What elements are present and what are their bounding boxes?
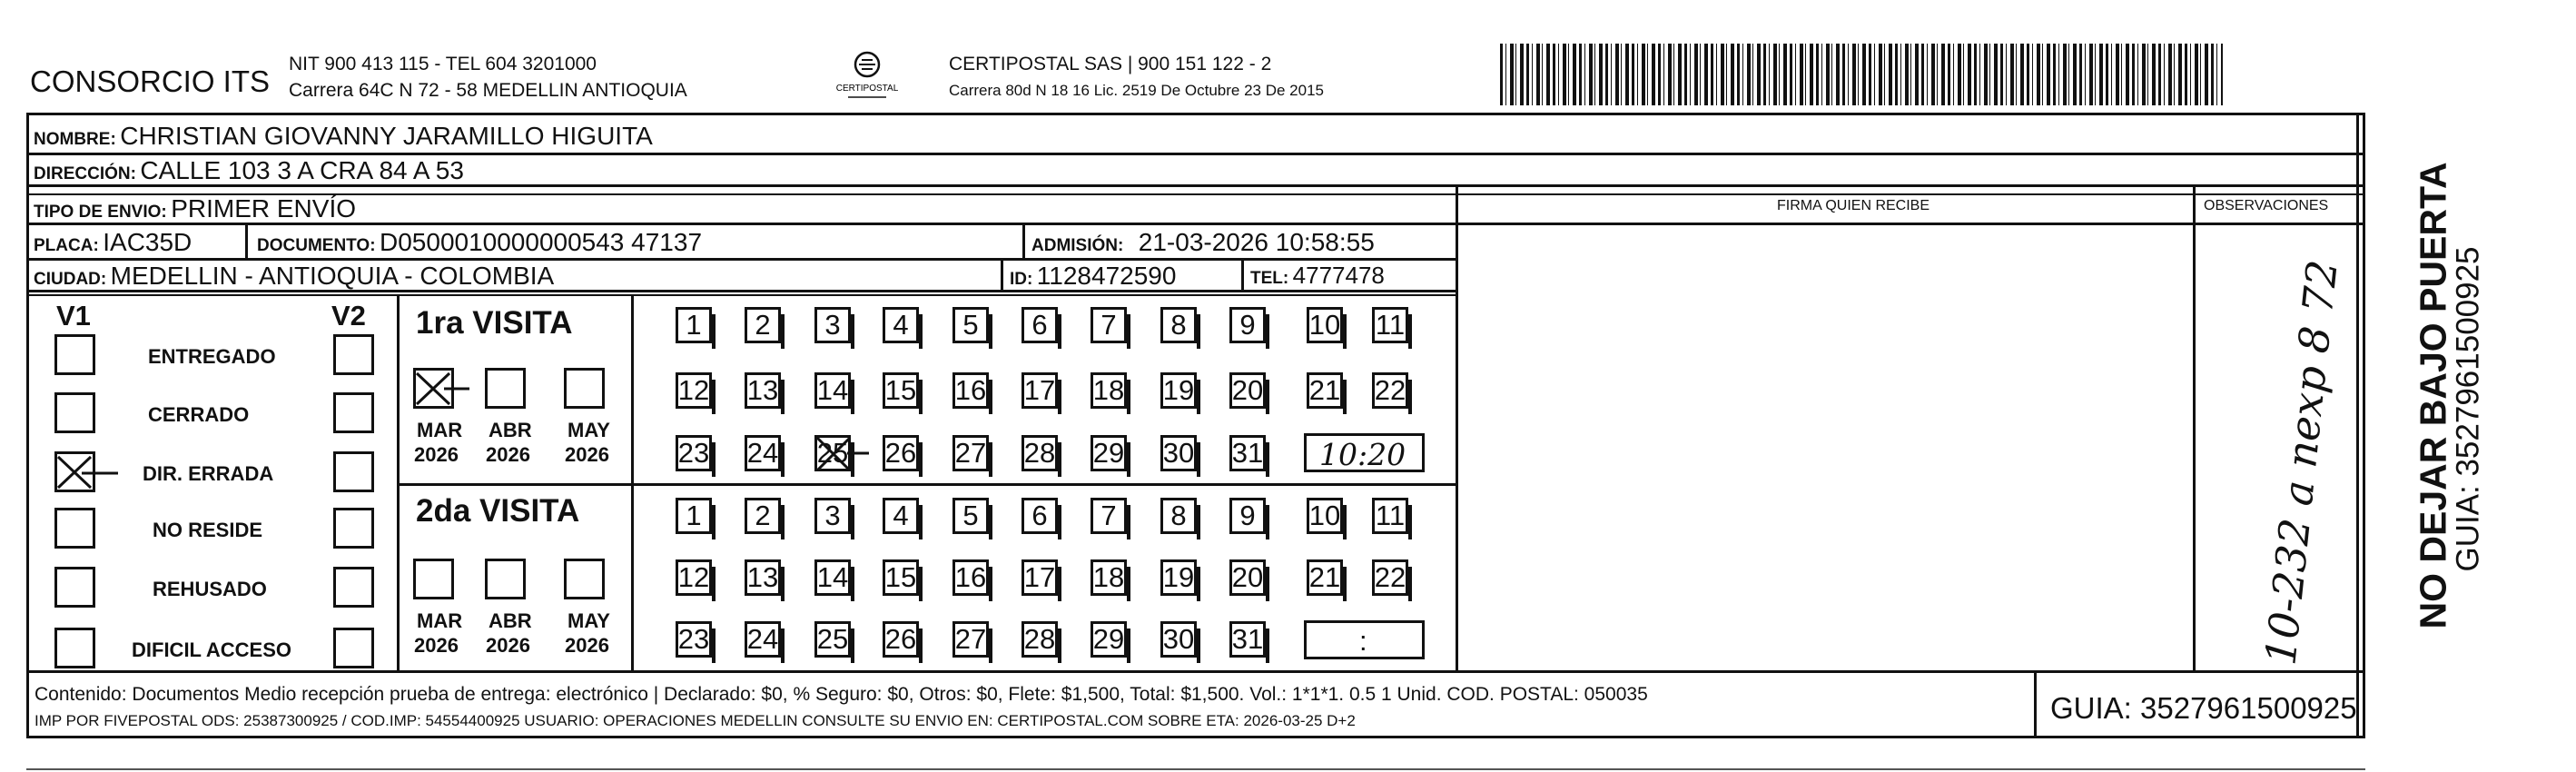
year-label: 2026 — [414, 634, 459, 657]
year-label: 2026 — [486, 443, 530, 466]
day-box[interactable] — [1372, 372, 1408, 409]
firma-divider — [1456, 184, 1458, 670]
second-visit-time: : — [1359, 625, 1367, 657]
day-box[interactable] — [814, 307, 851, 343]
v1-checkbox[interactable] — [54, 628, 95, 668]
id-label: ID: — [1010, 270, 1033, 289]
row-line — [26, 193, 2365, 195]
day-box[interactable] — [745, 307, 781, 343]
day-label: 9 — [1239, 309, 1256, 341]
day-box[interactable] — [1091, 498, 1127, 534]
day-label: 16 — [954, 561, 987, 593]
day-box[interactable] — [1091, 372, 1127, 409]
month-label: MAY — [568, 419, 610, 441]
v1-checkbox[interactable] — [54, 451, 95, 492]
status-label: DIR. ERRADA — [143, 462, 274, 485]
day-label: 14 — [816, 374, 849, 406]
day-box[interactable] — [1229, 621, 1266, 658]
day-label: 5 — [962, 500, 979, 531]
row-line — [26, 184, 2365, 187]
documento-field — [257, 230, 702, 255]
company-name: CONSORCIO ITS — [30, 64, 271, 98]
month-checkbox[interactable] — [564, 368, 605, 409]
day-box[interactable] — [1160, 307, 1197, 343]
day-box[interactable] — [1372, 498, 1408, 534]
day-label: 31 — [1231, 437, 1264, 469]
documento-value: D0500010000000543 47137 — [380, 228, 703, 256]
admision-field — [1031, 230, 1375, 255]
day-label: 4 — [893, 309, 909, 341]
day-label: 2 — [755, 309, 771, 341]
day-box[interactable] — [1307, 498, 1343, 534]
v2-checkbox[interactable] — [333, 567, 374, 608]
day-label: 12 — [677, 561, 710, 593]
day-label: 7 — [1100, 500, 1117, 531]
day-box[interactable] — [1022, 435, 1058, 471]
row-line — [26, 670, 2365, 673]
day-box[interactable] — [676, 307, 712, 343]
col-divider — [245, 223, 248, 258]
day-label: 24 — [746, 437, 779, 469]
day-box[interactable] — [745, 498, 781, 534]
v2-checkbox[interactable] — [333, 451, 374, 492]
status-label: ENTREGADO — [148, 345, 276, 368]
tipo-value: PRIMER ENVÍO — [171, 194, 357, 223]
month-checkbox[interactable] — [485, 559, 526, 599]
day-label: 14 — [816, 561, 849, 593]
first-visit-time: 10:20 — [1319, 437, 1406, 472]
day-label: 10 — [1308, 309, 1341, 341]
tipo-field — [34, 196, 356, 222]
col-divider — [1001, 258, 1003, 290]
month-label: MAR — [417, 609, 463, 632]
day-label: 23 — [677, 437, 710, 469]
observaciones-label: OBSERVACIONES — [2204, 198, 2329, 213]
day-label: 13 — [746, 561, 779, 593]
day-label: 26 — [884, 623, 917, 655]
day-label: 6 — [1031, 309, 1048, 341]
day-box[interactable] — [952, 372, 989, 409]
nombre-field — [34, 124, 653, 149]
day-label: 11 — [1375, 309, 1406, 341]
col-divider — [1241, 258, 1244, 290]
day-box[interactable] — [952, 307, 989, 343]
nombre-label: NOMBRE: — [34, 130, 116, 149]
day-label: 18 — [1092, 561, 1125, 593]
ciudad-field — [34, 263, 554, 289]
day-label: 13 — [746, 374, 779, 406]
day-box[interactable] — [1160, 559, 1197, 596]
placa-label: PLACA: — [34, 236, 99, 255]
v1-checkbox[interactable] — [54, 508, 95, 549]
month-checkbox[interactable] — [413, 368, 454, 409]
admision-label: ADMISIÓN: — [1031, 236, 1124, 255]
visit-separator — [397, 483, 1457, 486]
day-label: 29 — [1092, 437, 1125, 469]
direccion-field — [34, 158, 464, 183]
day-box[interactable] — [1307, 372, 1343, 409]
day-box[interactable] — [1229, 372, 1266, 409]
day-label: 21 — [1308, 374, 1341, 406]
day-box[interactable] — [745, 559, 781, 596]
day-box[interactable] — [745, 435, 781, 471]
certipostal-line: CERTIPOSTAL SAS | 900 151 122 - 2 — [949, 54, 1272, 74]
day-label: 9 — [1239, 500, 1256, 531]
obs-divider — [2193, 184, 2196, 670]
day-label: 21 — [1308, 561, 1341, 593]
day-box[interactable] — [676, 372, 712, 409]
day-label: 26 — [884, 437, 917, 469]
day-box[interactable] — [814, 498, 851, 534]
day-box[interactable] — [1229, 307, 1266, 343]
day-label: 3 — [824, 500, 841, 531]
day-box[interactable] — [1307, 307, 1343, 343]
documento-label: DOCUMENTO: — [257, 236, 376, 255]
day-label: 27 — [954, 437, 987, 469]
footer-print-info: IMP POR FIVEPOSTAL ODS: 25387300925 / COD.IMP: 54554400925 USUARIO: OPERACIONES MEDELLIN CONSULTE SU ENVIO EN: CERTIPOSTAL.COM SOBRE ETA: 2026-03-25 D+2 — [35, 712, 1356, 729]
day-label: 1 — [686, 309, 702, 341]
v2-checkbox[interactable] — [333, 392, 374, 433]
ciudad-label: CIUDAD: — [34, 270, 107, 289]
side-guia: GUIA: 3527961500925 — [2450, 246, 2486, 572]
day-box[interactable] — [1229, 559, 1266, 596]
month-label: MAR — [417, 419, 463, 441]
day-label: 23 — [677, 623, 710, 655]
day-box[interactable] — [1229, 498, 1266, 534]
barcode — [1500, 44, 2223, 105]
day-box[interactable] — [1091, 435, 1127, 471]
day-label: 30 — [1162, 437, 1195, 469]
day-box[interactable] — [952, 498, 989, 534]
day-label: 4 — [893, 500, 909, 531]
row-line — [26, 294, 1457, 296]
year-label: 2026 — [414, 443, 459, 466]
day-label: 22 — [1374, 374, 1406, 406]
day-box[interactable] — [1022, 498, 1058, 534]
direccion-label: DIRECCIÓN: — [34, 164, 136, 183]
day-label: 11 — [1375, 500, 1406, 531]
day-label: 24 — [746, 623, 779, 655]
ciudad-value: MEDELLIN - ANTIOQUIA - COLOMBIA — [110, 262, 555, 290]
firma-label: FIRMA QUIEN RECIBE — [1777, 198, 1930, 213]
row-line — [26, 223, 2365, 225]
day-box[interactable] — [883, 498, 919, 534]
tel-field — [1250, 263, 1385, 287]
side-warning: NO DEJAR BAJO PUERTA — [2412, 162, 2454, 629]
day-box[interactable] — [1307, 559, 1343, 596]
guia-divider — [2034, 670, 2037, 738]
day-label: 2 — [755, 500, 771, 531]
nombre-value: CHRISTIAN GIOVANNY JARAMILLO HIGUITA — [120, 122, 653, 150]
day-label: 20 — [1231, 374, 1264, 406]
second-visit-title: 2da VISITA — [416, 493, 580, 529]
day-label: 22 — [1374, 561, 1406, 593]
month-checkbox[interactable] — [485, 368, 526, 409]
day-box[interactable] — [676, 435, 712, 471]
footer-guia: GUIA: 3527961500925 — [2050, 691, 2357, 725]
day-box[interactable] — [1022, 621, 1058, 658]
day-box[interactable] — [1091, 307, 1127, 343]
day-box[interactable] — [1372, 307, 1408, 343]
v1-header: V1 — [56, 300, 91, 332]
row-line — [26, 153, 2365, 155]
day-box[interactable] — [814, 559, 851, 596]
day-label: 1 — [686, 500, 702, 531]
day-box[interactable] — [676, 621, 712, 658]
col-divider — [1022, 223, 1025, 258]
svg-text:CERTIPOSTAL: CERTIPOSTAL — [835, 84, 899, 94]
month-checkbox[interactable] — [413, 559, 454, 599]
day-box[interactable] — [1229, 435, 1266, 471]
year-label: 2026 — [565, 634, 609, 657]
nit-line: NIT 900 413 115 - TEL 604 3201000 — [289, 54, 597, 74]
v1-checkbox[interactable] — [54, 334, 95, 375]
day-label: 28 — [1023, 437, 1056, 469]
day-box[interactable] — [883, 621, 919, 658]
day-label: 5 — [962, 309, 979, 341]
day-box[interactable] — [745, 372, 781, 409]
v2-checkbox[interactable] — [333, 508, 374, 549]
year-label: 2026 — [486, 634, 530, 657]
v2-checkbox[interactable] — [333, 628, 374, 668]
observation-handwritten: 10-232 a nexp 8 72 — [2255, 257, 2347, 668]
status-label: DIFICIL ACCESO — [132, 638, 292, 661]
status-label: NO RESIDE — [153, 519, 263, 541]
day-label: 15 — [884, 374, 917, 406]
placa-field — [34, 230, 192, 255]
day-label: 19 — [1162, 561, 1195, 593]
day-label: 25 — [816, 623, 849, 655]
day-label: 15 — [884, 561, 917, 593]
day-box[interactable] — [1160, 621, 1197, 658]
day-label: 19 — [1162, 374, 1195, 406]
day-label: 30 — [1162, 623, 1195, 655]
day-box[interactable] — [1091, 559, 1127, 596]
day-label: 31 — [1231, 623, 1264, 655]
day-label: 29 — [1092, 623, 1125, 655]
day-box[interactable] — [1091, 621, 1127, 658]
first-visit-time-box[interactable] — [1304, 433, 1425, 472]
day-box[interactable] — [952, 559, 989, 596]
id-field — [1010, 263, 1176, 289]
first-visit-title: 1ra VISITA — [416, 305, 573, 341]
day-box[interactable] — [952, 435, 989, 471]
status-label: REHUSADO — [153, 578, 267, 600]
v2-checkbox[interactable] — [333, 334, 374, 375]
day-label: 27 — [954, 623, 987, 655]
footer-content: Contenido: Documentos Medio recepción prueba de entrega: electrónico | Declarado: $0, % Seguro: $0, Otros: $0, Flete: $1,500, Total: $1,500. Vol.: 1*1*1. 0.5 1 Unid. COD. POSTAL: 050035 — [35, 684, 1648, 705]
day-box[interactable] — [952, 621, 989, 658]
day-label: 6 — [1031, 500, 1048, 531]
day-box[interactable] — [1022, 559, 1058, 596]
certipostal-logo — [835, 49, 899, 104]
day-box[interactable] — [676, 498, 712, 534]
day-label: 20 — [1231, 561, 1264, 593]
day-box[interactable] — [1160, 372, 1197, 409]
day-box[interactable] — [1022, 307, 1058, 343]
day-label: 16 — [954, 374, 987, 406]
certipostal-address: Carrera 80d N 18 16 Lic. 2519 De Octubre 23 De 2015 — [949, 82, 1324, 99]
day-box[interactable] — [883, 435, 919, 471]
day-box[interactable] — [745, 621, 781, 658]
month-label: MAY — [568, 609, 610, 632]
day-label: 17 — [1023, 561, 1056, 593]
v2-header: V2 — [331, 300, 366, 332]
row-line — [26, 290, 1457, 292]
day-box[interactable] — [814, 435, 851, 471]
day-box[interactable] — [1160, 498, 1197, 534]
day-label: 8 — [1170, 500, 1187, 531]
month-label: ABR — [489, 609, 532, 632]
id-value: 1128472590 — [1036, 262, 1177, 290]
day-box[interactable] — [1022, 372, 1058, 409]
day-label: 12 — [677, 374, 710, 406]
month-label: ABR — [489, 419, 532, 441]
day-box[interactable] — [1372, 559, 1408, 596]
bottom-edge — [26, 768, 2365, 770]
tel-value: 4777478 — [1292, 262, 1385, 289]
month-checkbox[interactable] — [564, 559, 605, 599]
day-label: 3 — [824, 309, 841, 341]
day-label: 28 — [1023, 623, 1056, 655]
day-box[interactable] — [883, 559, 919, 596]
v1-checkbox[interactable] — [54, 567, 95, 608]
day-label: 18 — [1092, 374, 1125, 406]
day-label: 10 — [1308, 500, 1341, 531]
day-box[interactable] — [676, 559, 712, 596]
obs-right-divider — [2356, 113, 2359, 738]
admision-value: 21-03-2026 10:58:55 — [1138, 228, 1375, 256]
day-box[interactable] — [814, 372, 851, 409]
tel-label: TEL: — [1250, 269, 1289, 288]
direccion-value: CALLE 103 3 A CRA 84 A 53 — [140, 156, 464, 184]
v1-checkbox[interactable] — [54, 392, 95, 433]
day-box[interactable] — [814, 621, 851, 658]
year-label: 2026 — [565, 443, 609, 466]
day-label: 25 — [816, 437, 849, 469]
day-label: 17 — [1023, 374, 1056, 406]
day-box[interactable] — [883, 372, 919, 409]
day-label: 8 — [1170, 309, 1187, 341]
placa-value: IAC35D — [103, 228, 192, 256]
day-box[interactable] — [883, 307, 919, 343]
day-check-mark — [814, 435, 851, 471]
day-box[interactable] — [1160, 435, 1197, 471]
address-line: Carrera 64C N 72 - 58 MEDELLIN ANTIOQUIA — [289, 80, 687, 101]
tipo-label: TIPO DE ENVIO: — [34, 203, 167, 222]
status-label: CERRADO — [148, 403, 250, 426]
day-label: 7 — [1100, 309, 1117, 341]
second-visit-time-box[interactable] — [1304, 620, 1425, 659]
